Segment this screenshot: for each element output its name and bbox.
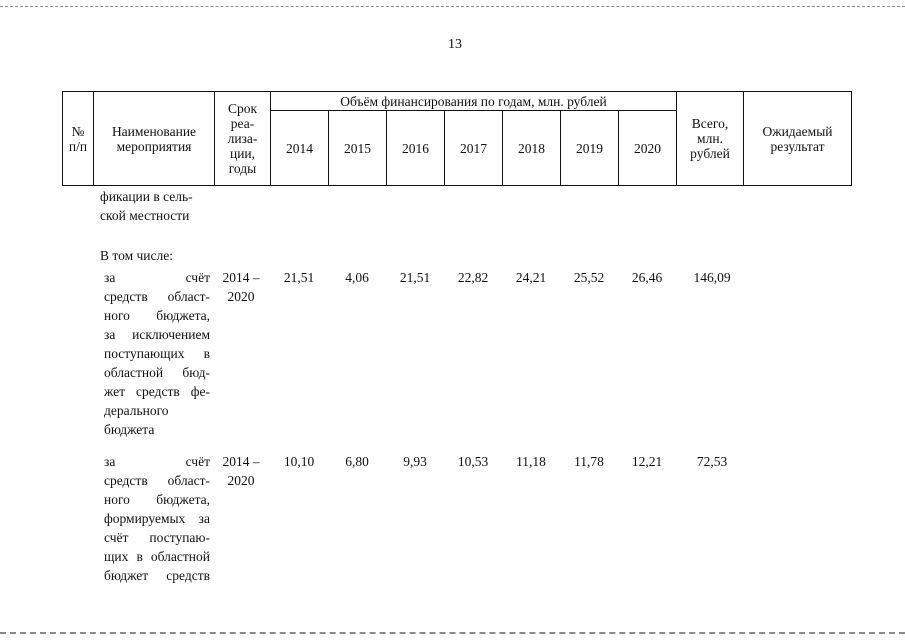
value-cell-2015: 4,06 (345, 270, 369, 285)
header-term-line: реа- (230, 116, 255, 131)
text-line: ской местности (100, 208, 190, 223)
text-line: жет средств фе- (104, 384, 210, 399)
value-cell-2019: 25,52 (573, 270, 605, 285)
row-name (104, 268, 210, 439)
header-name (94, 92, 215, 186)
page-number: 13 (448, 37, 462, 52)
header-term-line: Срок (227, 101, 258, 116)
text-line: областной бюд- (104, 365, 210, 380)
value-cell-2016: 21,51 (399, 270, 431, 285)
value-cell-2014: 10,10 (283, 454, 315, 469)
total-cell: 146,09 (693, 270, 731, 285)
text-line: бюджет средств (104, 568, 210, 583)
text-line: поступающих в (104, 346, 210, 361)
term-line: 2020 (227, 289, 255, 304)
text-line: бюджета (104, 422, 155, 437)
scan-edge-top (0, 6, 905, 7)
header-term-line: годы (228, 161, 257, 176)
scan-edge-bottom (0, 632, 905, 634)
header-total-line: млн. (697, 131, 723, 146)
value-cell-2017: 22,82 (457, 270, 489, 285)
header-term (215, 92, 271, 186)
header-year: 2016 (387, 111, 445, 186)
header-num-line: п/п (68, 138, 88, 154)
total-cell: 72,53 (696, 454, 728, 469)
header-term-line: ции, (229, 146, 256, 161)
value-cell-2020: 12,21 (631, 454, 663, 469)
value-cell-2018: 11,18 (516, 454, 546, 469)
header-total-line: рублей (690, 146, 730, 161)
header-result-line: Ожидаемый (762, 123, 833, 139)
row-term (214, 268, 268, 306)
term-line: 2014 – (222, 270, 260, 285)
value-cell-2014: 21,51 (283, 270, 315, 285)
header-year: 2018 (503, 111, 561, 186)
header-num-line: № (71, 123, 85, 139)
row-term (214, 452, 268, 490)
header-year: 2015 (329, 111, 387, 186)
header-term-line: лиза- (227, 131, 258, 146)
header-name-line: Наименование (111, 123, 197, 139)
header-name-line: мероприятия (116, 138, 192, 154)
value-cell-2015: 6,80 (345, 454, 369, 469)
header-result (744, 92, 852, 186)
value-cell-2020: 26,46 (631, 270, 663, 285)
value-cell-2018: 24,21 (515, 270, 547, 285)
term-line: 2014 – (222, 454, 260, 469)
text-line: щих в областной (104, 549, 210, 564)
including-label: В том числе: (100, 248, 173, 263)
table-row (0, 452, 905, 592)
table-header (62, 91, 852, 186)
continuation-text (100, 187, 210, 225)
header-total-line: Всего, (691, 116, 729, 131)
header-num (63, 92, 94, 186)
header-year: 2017 (445, 111, 503, 186)
text-line: ного бюджета, (104, 492, 210, 507)
term-line: 2020 (227, 473, 255, 488)
header-total (677, 92, 744, 186)
text-line: за счёт (104, 270, 210, 285)
text-line: дерального (104, 403, 169, 418)
text-line: средств област- (104, 473, 210, 488)
header-funding-title: Объём финансирования по годам, млн. рублей (271, 92, 677, 111)
header-year: 2020 (619, 111, 677, 186)
text-line: средств област- (104, 289, 210, 304)
text-line: фикации в сель- (100, 189, 193, 204)
row-name (104, 452, 210, 585)
header-year: 2019 (561, 111, 619, 186)
text-line: за счёт (104, 454, 210, 469)
text-line: формируемых за (104, 511, 210, 526)
value-cell-2016: 9,93 (403, 454, 427, 469)
text-line: ного бюджета, (104, 308, 210, 323)
table-row (0, 268, 905, 438)
value-cell-2019: 11,78 (574, 454, 604, 469)
text-line: счёт поступаю- (104, 530, 210, 545)
header-result-line: результат (770, 138, 825, 154)
text-line: за исключением (104, 327, 210, 342)
value-cell-2017: 10,53 (457, 454, 489, 469)
header-year: 2014 (271, 111, 329, 186)
